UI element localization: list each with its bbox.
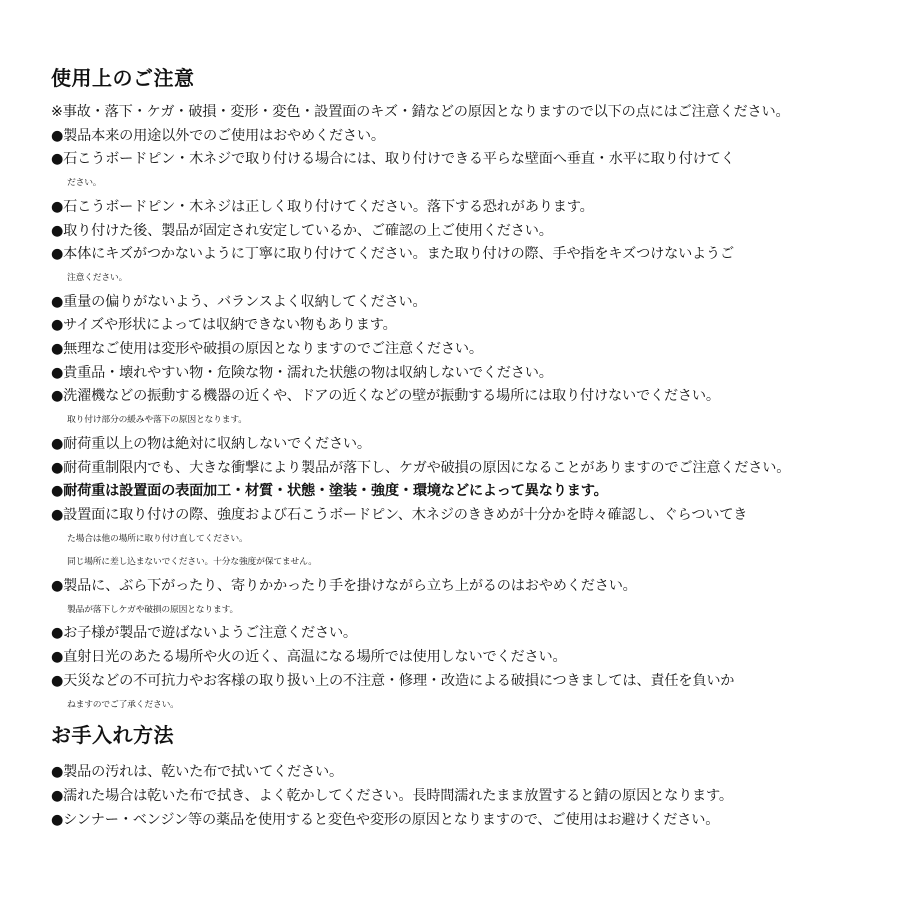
list-item-continuation: ださい。	[67, 178, 102, 189]
list-item-continuation: 取り付け部分の緩みや落下の原因となります。	[67, 415, 247, 426]
list-item: ●洗濯機などの振動する機器の近くや、ドアの近くなどの壁が振動する場所には取り付けないでください。	[51, 388, 720, 405]
list-item: ●直射日光のあたる場所や火の近く、高温になる場所では使用しないでください。	[51, 649, 567, 666]
list-item: ●貴重品・壊れやすい物・危険な物・濡れた状態の物は収納しないでください。	[51, 364, 553, 381]
list-item: ●製品の汚れは、乾いた布で拭いてください。	[51, 764, 343, 781]
care-list	[51, 761, 860, 832]
list-item: ●お子様が製品で遊ばないようご注意ください。	[51, 625, 357, 642]
list-item: ●耐荷重は設置面の表面加工・材質・状態・塗装・強度・環境などによって異なります。	[51, 483, 608, 500]
list-item-continuation: 同じ場所に差し込まないでください。十分な強度が保てません。	[67, 557, 317, 568]
list-item: ●製品本来の用途以外でのご使用はおやめください。	[51, 127, 385, 144]
list-item: ●設置面に取り付けの際、強度および石こうボードピン、木ネジのききめが十分かを時々確認し、ぐらついてき	[51, 506, 748, 523]
list-item-continuation: た場合は他の場所に取り付け直してください。	[67, 533, 248, 544]
care-heading: お手入れ方法	[51, 723, 174, 748]
list-item: ●天災などの不可抗力やお客様の取り扱い上の不注意・修理・改造による破損につきましては、責任を負いか	[51, 672, 735, 689]
list-item: ●製品に、ぶら下がったり、寄りかかったり手を掛けながら立ち上がるのはおやめください。	[51, 578, 637, 595]
caution-list	[51, 101, 860, 717]
list-item: ●石こうボードピン・木ネジで取り付ける場合には、取り付けできる平らな壁面へ垂直・水平に取り付けてく	[51, 151, 735, 168]
list-item: ●耐荷重以上の物は絶対に収納しないでください。	[51, 435, 371, 452]
list-item: ●耐荷重制限内でも、大きな衝撃により製品が落下し、ケガや破損の原因になることがありますのでご注意ください。	[51, 459, 791, 476]
list-item: ●濡れた場合は乾いた布で拭き、よく乾かしてください。長時間濡れたまま放置すると錆の原因となります。	[51, 787, 733, 804]
list-item-continuation: ねますのでご了承ください。	[67, 699, 179, 710]
list-item: ●シンナー・ベンジン等の薬品を使用すると変色や変形の原因となりますので、ご使用はお避けください。	[51, 811, 720, 828]
list-item-continuation: 注意ください。	[67, 272, 128, 283]
list-item: ●本体にキズがつかないように丁寧に取り付けてください。また取り付けの際、手や指をキズつけないようご	[51, 246, 735, 263]
list-item: ●石こうボードピン・木ネジは正しく取り付けてください。落下する恐れがあります。	[51, 198, 594, 215]
list-item-continuation: 製品が落下しケガや破損の原因となります。	[67, 604, 239, 615]
notice-line: ※事故・落下・ケガ・破損・変形・変色・設置面のキズ・錆などの原因となりますので以下の点にはご注意ください。	[51, 104, 790, 120]
caution-heading: 使用上のご注意	[51, 66, 195, 90]
list-item: ●取り付けた後、製品が固定され安定しているか、ご確認の上ご使用ください。	[51, 222, 553, 239]
list-item: ●無理なご使用は変形や破損の原因となりますのでご注意ください。	[51, 341, 483, 358]
list-item: ●サイズや形状によっては収納できない物もあります。	[51, 317, 397, 334]
list-item: ●重量の偏りがないよう、バランスよく収納してください。	[51, 293, 427, 310]
